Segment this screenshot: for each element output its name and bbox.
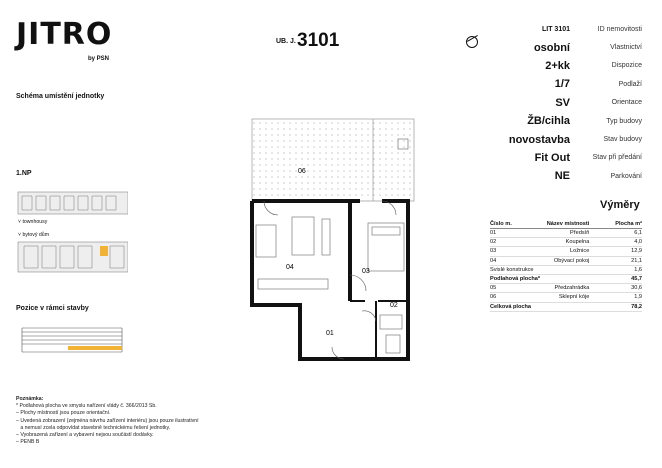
room-label: 03 xyxy=(362,268,370,275)
terrace-area xyxy=(252,119,414,201)
room-area: 1,6 xyxy=(603,265,642,274)
brand-logo-sub: by PSN xyxy=(88,56,110,62)
room-area: 21,1 xyxy=(603,256,642,265)
unit-highlight xyxy=(100,246,108,256)
property-value: 1/7 xyxy=(554,78,570,91)
room-name: Předzahrádka xyxy=(521,284,603,293)
property-label: Stav při předání xyxy=(592,154,642,162)
column-header: Název místnosti xyxy=(521,220,603,229)
property-row xyxy=(506,38,642,56)
room-name: Svislé konstrukce xyxy=(490,265,603,274)
note-line: – Uvedená zobrazení (zejména návrhu zařízení interiéru) jsou pouze ilustrativní xyxy=(16,417,199,424)
property-label: Typ budovy xyxy=(606,117,642,125)
note-line: – Plochy místností jsou pouze orientační. xyxy=(16,410,111,417)
room-area: 12,9 xyxy=(603,247,642,256)
table-row xyxy=(490,256,642,265)
room-area: 4,0 xyxy=(603,238,642,247)
room-name: Obývací pokoj xyxy=(521,256,603,265)
site-schema-map xyxy=(16,186,128,276)
table-row-total xyxy=(490,302,642,311)
room-area: 6,1 xyxy=(603,229,642,238)
room-area: 30,6 xyxy=(603,284,642,293)
property-label: Parkování xyxy=(610,172,642,180)
property-row xyxy=(506,94,642,112)
room-number: 04 xyxy=(490,256,521,265)
section-elevation xyxy=(18,322,128,354)
property-label: Orientace xyxy=(611,99,642,107)
room-number: 05 xyxy=(490,284,521,293)
total-label: Celková plocha xyxy=(490,302,603,311)
property-value: 2+kk xyxy=(545,59,570,72)
table-row xyxy=(490,265,642,274)
room-label: 04 xyxy=(286,264,294,271)
property-row xyxy=(506,149,642,167)
total-area: 78,2 xyxy=(603,302,642,311)
property-row xyxy=(506,20,642,38)
notes-heading: Poznámka: xyxy=(16,396,44,402)
table-header-row xyxy=(490,220,642,229)
property-row xyxy=(506,112,642,130)
table-row xyxy=(490,284,642,293)
property-value: novostavba xyxy=(508,133,570,146)
room-name: Ložnice xyxy=(521,247,603,256)
schema-title: Schéma umístění jednotky xyxy=(16,93,105,100)
areas-table xyxy=(490,220,642,312)
property-value: osobní xyxy=(533,41,570,54)
table-row xyxy=(490,293,642,302)
property-row xyxy=(506,75,642,93)
room-number: 01 xyxy=(490,229,521,238)
property-value: LIT 3101 xyxy=(541,25,570,33)
notes xyxy=(16,396,256,446)
property-value: ŽB/cihla xyxy=(527,115,570,128)
apartment-block xyxy=(18,242,128,272)
note-line: * Podlahová plocha ve smyslu nařízení vlády č. 366/2013 Sb. xyxy=(16,403,157,410)
room-area: 1,9 xyxy=(603,293,642,302)
legend-apartment: ˅ bytový dům xyxy=(18,232,50,238)
unit-position-highlight xyxy=(68,346,122,350)
property-value: SV xyxy=(555,96,570,109)
unit-prefix: UB. J. xyxy=(276,38,296,45)
property-value: NE xyxy=(554,170,570,183)
position-title: Pozice v rámci stavby xyxy=(16,305,89,312)
property-label: Podlaží xyxy=(618,80,642,88)
property-row xyxy=(506,130,642,148)
north-arrow-icon xyxy=(466,36,478,48)
property-label: Dispozice xyxy=(611,62,642,70)
column-header: Plocha m² xyxy=(603,220,642,229)
table-row xyxy=(490,229,642,238)
subtotal-label: Podlahová plocha* xyxy=(490,274,603,283)
note-line: – Vyobrazená zařízení a vybavení nejsou součástí dodávky. xyxy=(16,432,154,439)
areas-title: Výměry xyxy=(600,199,640,211)
room-number: 02 xyxy=(490,238,521,247)
room-number: 06 xyxy=(490,293,521,302)
legend-townhouse: ˅ townhousy xyxy=(18,219,48,225)
room-label: 06 xyxy=(298,168,306,175)
note-line: a nemusí zcela odpovídat stavebně technickému řešení jednotky. xyxy=(16,424,171,431)
table-row-subtotal xyxy=(490,274,642,283)
brand-logo: JITRO xyxy=(16,17,113,52)
property-label: Vlastnictví xyxy=(610,44,642,52)
room-name: Koupelna xyxy=(521,238,603,247)
room-label: 02 xyxy=(390,302,398,309)
column-header: Číslo m. xyxy=(490,220,521,229)
room-label: 01 xyxy=(326,330,334,337)
townhouse-block xyxy=(18,192,128,214)
room-name: Sklepní kóje xyxy=(521,293,603,302)
property-label: Stav budovy xyxy=(603,136,642,144)
unit-number: 3101 xyxy=(297,30,340,51)
property-row xyxy=(506,57,642,75)
subtotal-area: 45,7 xyxy=(603,274,642,283)
floor-label: 1.NP xyxy=(16,170,32,177)
property-label: ID nemovitosti xyxy=(597,25,642,33)
property-value: Fit Out xyxy=(534,151,570,164)
note-line: – PENB B xyxy=(16,439,40,446)
property-row xyxy=(506,167,642,185)
room-number: 03 xyxy=(490,247,521,256)
floor-plan xyxy=(240,115,430,370)
property-list xyxy=(506,20,642,186)
table-row xyxy=(490,238,642,247)
room-name: Předsíň xyxy=(521,229,603,238)
table-row xyxy=(490,247,642,256)
